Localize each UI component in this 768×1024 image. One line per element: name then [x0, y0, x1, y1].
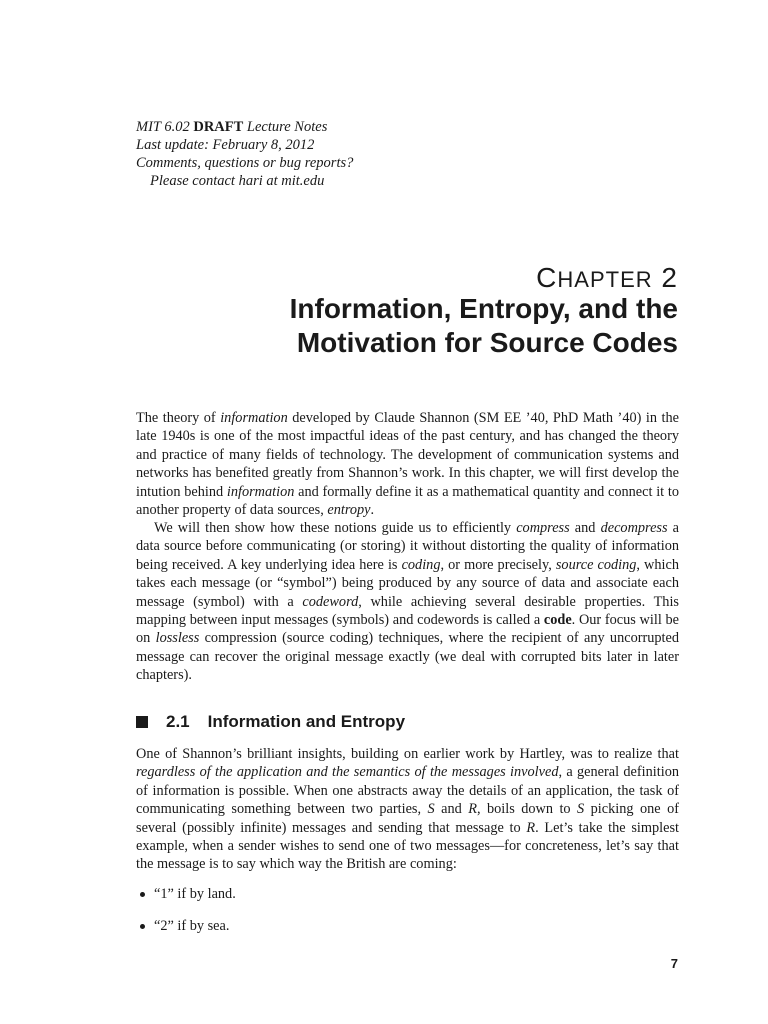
paragraph-1: The theory of information developed by Claude Shannon (SM EE ’40, PhD Math ’40) in the late 1940s is one of the most impactful ideas of the past century, and has changed the theory and practice of many fields of technology. The development of communication systems and networks has benefited greatly from Shannon’s work. In this chapter, we will first develop the intution behind information and formally define it as a mathematical quantity and connect it to another property of data sources, entropy.: [136, 410, 679, 519]
bullet-icon: [140, 924, 145, 929]
page-number: 7: [670, 956, 678, 971]
section-number: 2.1: [166, 712, 190, 731]
bullet-list: [136, 885, 676, 949]
chapter-number: 2: [661, 262, 678, 293]
bullet-icon: [140, 892, 145, 897]
lecture-notes-header: [136, 118, 353, 190]
header-last-update: Last update: February 8, 2012: [136, 137, 315, 153]
chapter-title-line-2: Motivation for Source Codes: [296, 327, 678, 358]
header-comments: Comments, questions or bug reports?: [136, 155, 354, 171]
draft-label: DRAFT: [193, 119, 244, 135]
chapter-title: [118, 292, 678, 360]
section-square-icon: [136, 716, 148, 728]
paragraph-3: One of Shannon’s brilliant insights, building on earlier work by Hartley, was to realize that regardless of the application and the semantics of the messages involved, a general definition of information is possible. When one abstracts away the details of an application, the task of communicating something between two parties, S and R, boils down to S picking one of several (possibly infinite) messages and sending that message to R. Let’s take the simplest example, when a sender wishes to send one of two messages—for concreteness, let’s say that the message is to say which way the British are coming:: [136, 746, 679, 873]
header-contact: Please contact hari at mit.edu: [150, 173, 325, 189]
list-item: “2” if by sea.: [136, 917, 676, 949]
paragraph-2: We will then show how these notions guide us to efficiently compress and decompress a data source before communicating (or storing) it without distorting the quality of information being received. A key underlying idea here is coding, or more precisely, source coding, which takes each message (or “symbol”) being produced by any source of data and associate each message (symbol) with a codeword, while achieving several desirable properties. This mapping between input messages (symbols) and codewords is called a code. Our focus will be on lossless compression (source coding) techniques, where the recipient of any uncorrupted message can recover the original message exactly (we deal with corrupted bits later in later chapters).: [136, 520, 680, 684]
chapter-label: CHAPTER 2: [536, 262, 678, 293]
list-item: “1” if by land.: [136, 885, 676, 917]
header-line-1: MIT 6.02 DRAFT Lecture Notes: [136, 119, 328, 135]
section-heading: [136, 712, 405, 732]
chapter-title-line-1: Information, Entropy, and the: [289, 293, 678, 324]
section-title: Information and Entropy: [207, 712, 406, 731]
